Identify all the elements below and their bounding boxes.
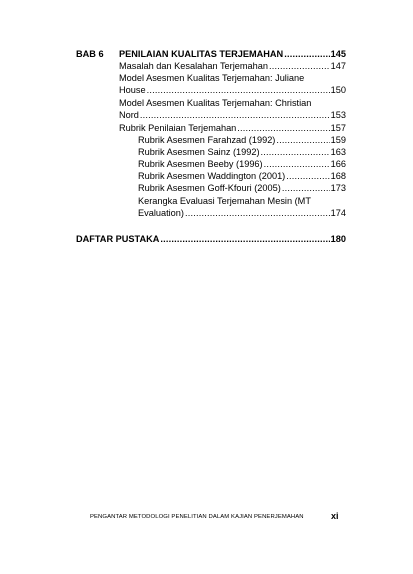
toc-entry-text: Rubrik Penilaian Terjemahan [119,123,237,133]
toc-entry[interactable] [119,60,346,72]
toc-subentry[interactable] [138,170,346,182]
toc-entry-text: Masalah dan Kesalahan Terjemahan [119,61,268,71]
toc-entry-text-line1[interactable]: Model Asesmen Kualitas Terjemahan: Christian [119,98,312,108]
running-footer: PENGANTAR METODOLOGI PENELITIAN DALAM KAJIAN PENERJEMAHAN [90,514,304,520]
chapter-title: PENILAIAN KUALITAS TERJEMAHAN [119,49,284,59]
toc-subentry-text: Rubrik Asesmen Waddington (2001) [138,171,286,181]
toc-entry-page: 150 [330,85,346,95]
dot-leader [282,182,330,194]
toc-subentry-page: 168 [330,171,346,181]
toc-entry-text-line1[interactable]: Model Asesmen Kualitas Terjemahan: Juliane [119,73,305,83]
bibliography-title: DAFTAR PUSTAKA [76,234,160,244]
toc-subentry-text: Rubrik Asesmen Beeby (1996) [138,159,263,169]
dot-leader [261,146,330,158]
toc-entry-text-line2: Nord [119,110,139,120]
toc-entry[interactable] [119,122,346,134]
toc-subentry-text: Rubrik Asesmen Goff-Kfouri (2005) [138,183,281,193]
toc-subentry-page: 166 [330,159,346,169]
toc-subentry-page: 174 [330,208,346,218]
dot-leader [264,158,330,170]
dot-leader [269,60,330,72]
toc-subentry-page: 159 [330,135,346,145]
toc-subentry[interactable] [138,182,346,194]
toc-entry[interactable] [119,84,346,96]
chapter-number: BAB 6 [76,49,104,59]
toc-subentry-page: 163 [330,147,346,157]
dot-leader [147,84,330,96]
toc-subentry-text: Rubrik Asesmen Farahzad (1992) [138,135,276,145]
toc-subentry-text-line2: Evaluation) [138,208,184,218]
toc-entry-text-line2: House [119,85,146,95]
toc-entry[interactable] [119,109,346,121]
dot-leader [140,109,330,121]
dot-leader [160,233,329,245]
page-number: xi [331,511,339,521]
toc-entry-page: 153 [330,110,346,120]
toc-entry-chapter[interactable] [119,48,346,60]
toc-subentry[interactable] [138,134,346,146]
toc-subentry-text-line1[interactable]: Kerangka Evaluasi Terjemahan Mesin (MT [138,196,311,206]
toc-subentry-page: 173 [330,183,346,193]
dot-leader [237,122,329,134]
toc-subentry[interactable] [138,158,346,170]
bibliography-page: 180 [330,234,346,244]
toc-entry-page: 147 [330,61,346,71]
toc-subentry-text: Rubrik Asesmen Sainz (1992) [138,147,260,157]
dot-leader [276,134,329,146]
toc-subentry[interactable] [138,207,346,219]
dot-leader [286,170,329,182]
toc-entry-bibliography[interactable] [76,233,346,245]
dot-leader [185,207,330,219]
toc-subentry[interactable] [138,146,346,158]
chapter-page: 145 [330,49,346,59]
dot-leader [284,48,329,60]
toc-entry-page: 157 [330,123,346,133]
